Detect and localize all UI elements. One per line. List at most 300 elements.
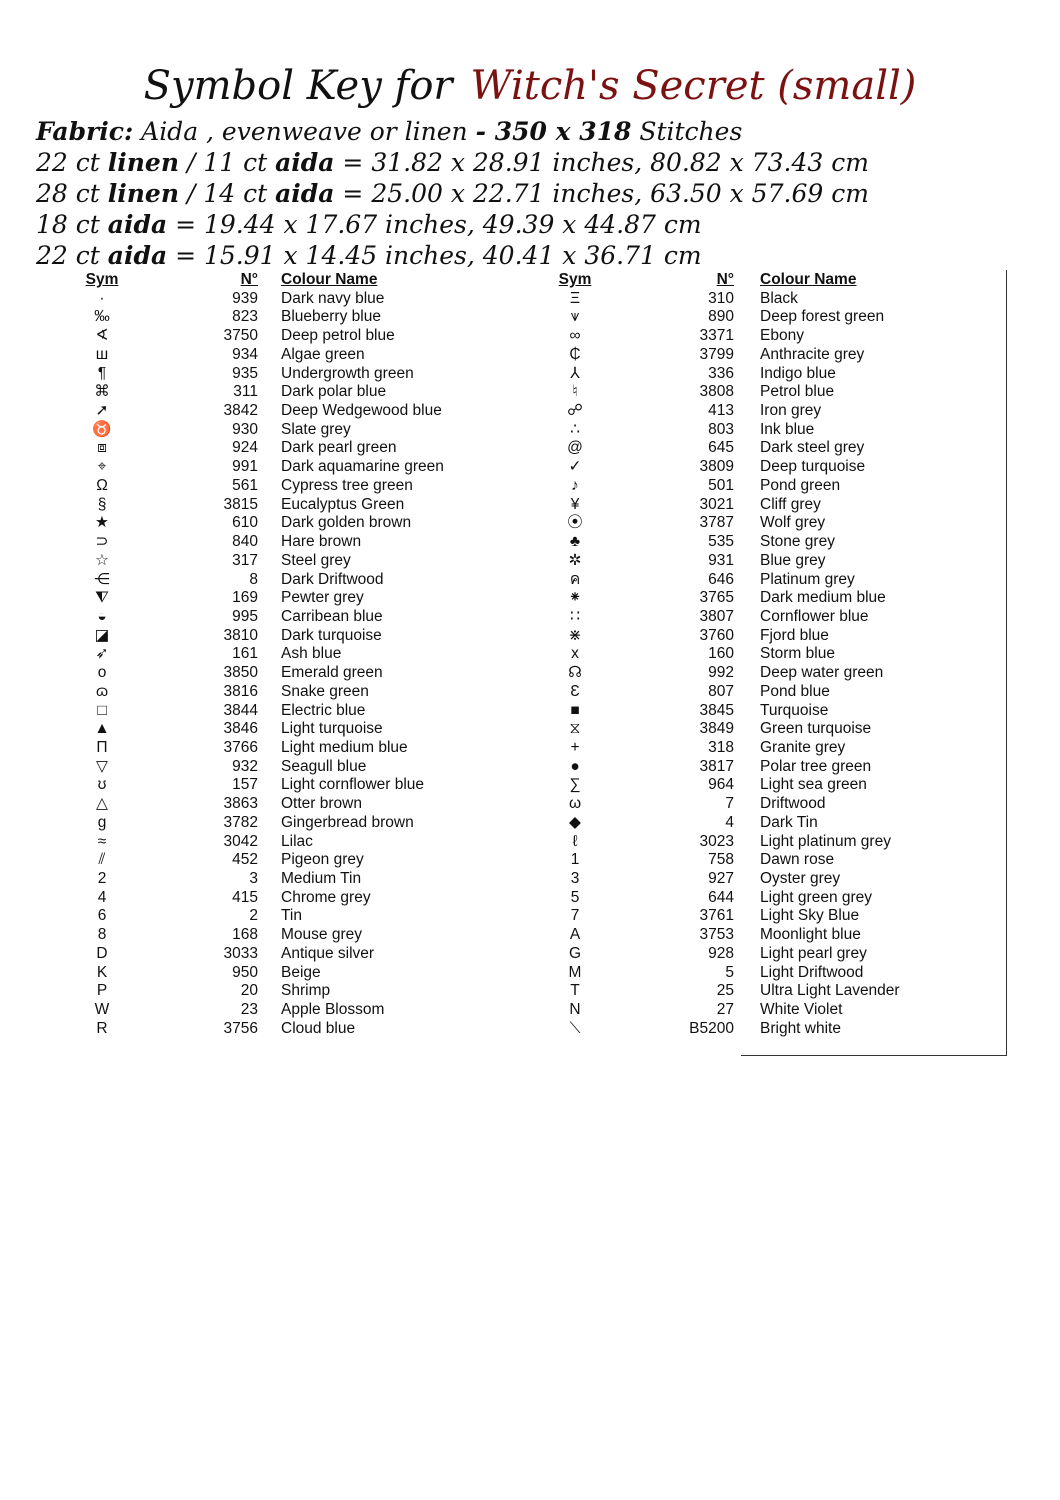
colour-name-cell: Light Driftwood	[760, 963, 864, 981]
number-cell: 311	[233, 383, 258, 401]
symbol-cell: D	[96, 944, 108, 962]
symbol-cell: ·	[99, 289, 105, 307]
colour-name-cell: Eucalyptus Green	[281, 495, 405, 513]
table-row	[0, 739, 1060, 758]
symbol-cell: ш	[95, 345, 109, 363]
stitches-count: 350 x 318	[494, 117, 632, 146]
symbol-cell: ✲	[568, 551, 582, 569]
number-cell: 168	[232, 926, 258, 944]
number-cell: 3845	[699, 701, 734, 719]
colour-name-cell: Antique silver	[281, 944, 375, 962]
colour-name-cell: Platinum grey	[760, 570, 855, 588]
fabric-dash: -	[475, 117, 495, 146]
number-cell: 3042	[223, 832, 258, 850]
fabric-text: Aida , evenweave or linen	[133, 117, 476, 146]
size-fabric: linen	[107, 148, 180, 177]
colour-name-cell: Dark aquamarine green	[281, 458, 444, 476]
header-name: Colour Name	[281, 271, 378, 288]
colour-name-cell: Deep Wedgewood blue	[281, 402, 442, 420]
colour-name-cell: Dark medium blue	[760, 589, 886, 607]
symbol-cell: ◆	[569, 813, 581, 831]
colour-name-cell: Dark Tin	[760, 813, 818, 831]
symbol-cell: ⟍	[569, 1019, 581, 1037]
number-cell: 3850	[223, 664, 258, 682]
number-cell: 758	[708, 851, 734, 869]
symbol-cell: ⧈	[97, 439, 107, 457]
symbol-cell: ▽	[96, 757, 108, 775]
table-row	[0, 477, 1060, 496]
colour-name-cell: Undergrowth green	[281, 364, 414, 382]
number-cell: 823	[232, 308, 258, 326]
colour-name-cell: Cornflower blue	[760, 607, 869, 625]
colour-name-cell: Iron grey	[760, 402, 822, 420]
symbol-cell: ∑	[569, 776, 581, 794]
colour-name-cell: Dark pearl green	[281, 439, 397, 457]
table-row	[0, 776, 1060, 795]
table-header	[0, 271, 1060, 290]
colour-name-cell: Medium Tin	[281, 870, 362, 887]
number-cell: 317	[232, 551, 258, 569]
table-row	[0, 552, 1060, 571]
symbol-cell: ⅄	[570, 364, 580, 382]
colour-name-cell: Otter brown	[281, 795, 362, 813]
number-cell: 934	[232, 345, 258, 363]
table-row	[0, 496, 1060, 515]
table-row	[0, 608, 1060, 627]
number-cell: 3765	[699, 589, 734, 607]
symbol-cell: ♪	[571, 476, 579, 494]
table-row	[0, 907, 1060, 926]
number-cell: 501	[708, 476, 734, 494]
colour-name-cell: Light medium blue	[281, 738, 408, 756]
colour-name-cell: Petrol blue	[760, 383, 835, 401]
symbol-cell: ¶	[97, 364, 107, 382]
number-cell: 160	[708, 645, 734, 663]
symbol-cell: N	[569, 1001, 581, 1019]
number-cell: 2	[249, 907, 258, 925]
number-cell: 890	[708, 308, 734, 326]
number-cell: 3750	[223, 327, 258, 345]
table-row	[0, 421, 1060, 440]
fabric-specs	[36, 116, 1046, 271]
header-sym: Sym	[85, 271, 119, 288]
number-cell: 413	[708, 402, 734, 420]
colour-name-cell: Pond green	[760, 476, 841, 494]
header-num: N°	[240, 271, 258, 288]
table-row	[0, 720, 1060, 739]
colour-name-cell: Indigo blue	[760, 364, 836, 382]
table-row	[0, 870, 1060, 889]
colour-name-cell: Deep water green	[760, 664, 884, 682]
number-cell: 25	[716, 982, 734, 1000]
symbol-cell: 4	[97, 888, 107, 906]
symbol-cell: g	[97, 813, 107, 831]
number-cell: 932	[232, 757, 258, 775]
number-cell: 3808	[699, 383, 734, 401]
symbol-cell: ₵	[569, 345, 581, 363]
header-name: Colour Name	[760, 271, 857, 288]
number-cell: 27	[716, 1001, 734, 1019]
colour-name-cell: Pigeon grey	[281, 851, 364, 869]
table-row	[0, 833, 1060, 852]
colour-name-cell: Anthracite grey	[760, 345, 865, 363]
number-cell: 318	[708, 738, 734, 756]
symbol-cell: ⩛	[570, 308, 580, 326]
symbol-cell: ‰	[94, 308, 110, 326]
colour-name-cell: Bright white	[760, 1019, 841, 1037]
number-cell: 3816	[223, 682, 258, 700]
symbol-cell: §	[97, 495, 107, 513]
colour-name-cell: Granite grey	[760, 738, 846, 756]
colour-name-cell: Tin	[281, 907, 302, 925]
colour-name-cell: Blue grey	[760, 551, 826, 569]
colour-name-cell: Deep petrol blue	[281, 327, 395, 345]
table-row	[0, 514, 1060, 533]
colour-name-cell: Pewter grey	[281, 589, 364, 607]
colour-name-cell: Dawn rose	[760, 851, 835, 869]
colour-name-cell: Electric blue	[281, 701, 366, 719]
table-body-right	[0, 290, 1060, 1039]
number-cell: 3033	[223, 944, 258, 962]
colour-name-cell: Polar tree green	[760, 757, 872, 775]
symbol-cell: +	[570, 738, 580, 756]
symbol-cell: ♮	[572, 383, 578, 401]
colour-name-cell: Apple Blossom	[281, 1001, 385, 1019]
number-cell: 645	[708, 439, 734, 457]
colour-name-cell: Light pearl grey	[760, 944, 867, 962]
table-row	[0, 664, 1060, 683]
symbol-cell: ➚	[95, 402, 109, 420]
table-row	[0, 1020, 1060, 1039]
symbol-cell: ≈	[97, 832, 107, 850]
colour-name-cell: Blueberry blue	[281, 308, 381, 326]
number-cell: 3756	[223, 1019, 258, 1037]
number-cell: 23	[240, 1001, 258, 1019]
symbol-cell: ◒	[97, 607, 107, 625]
symbol-cell: @	[567, 439, 583, 457]
colour-name-cell: Dark golden brown	[281, 514, 412, 532]
symbol-cell: ■	[570, 701, 580, 719]
symbol-cell: ●	[570, 757, 580, 775]
symbol-cell: Ω	[96, 476, 108, 494]
symbol-cell: ค	[569, 570, 581, 588]
colour-name-cell: Mouse grey	[281, 926, 362, 944]
colour-name-cell: Light cornflower blue	[281, 776, 425, 794]
symbol-cell: ☊	[568, 664, 582, 682]
number-cell: 3807	[699, 607, 734, 625]
number-cell: 3842	[223, 402, 258, 420]
number-cell: 3863	[223, 795, 258, 813]
fabric-line	[36, 116, 1046, 147]
colour-name-cell: Lilac	[281, 832, 313, 850]
number-cell: 336	[708, 364, 734, 382]
number-cell: 930	[232, 420, 258, 438]
colour-name-cell: Ultra Light Lavender	[760, 982, 900, 1000]
number-cell: 950	[232, 963, 258, 981]
symbol-cell: ◪	[94, 626, 110, 644]
colour-name-cell: Deep forest green	[760, 308, 885, 326]
number-cell: 924	[232, 439, 258, 457]
table-row	[0, 439, 1060, 458]
size-line	[36, 178, 1046, 209]
symbol-cell: ★	[95, 514, 109, 532]
table-row	[0, 589, 1060, 608]
colour-name-cell: Light turquoise	[281, 720, 383, 738]
size-mid: / 11 ct	[179, 148, 276, 177]
number-cell: 20	[240, 982, 258, 1000]
number-cell: 803	[708, 420, 734, 438]
size-line	[36, 209, 1046, 240]
symbol-cell: Ɛ	[570, 682, 580, 700]
colour-name-cell: Hare brown	[281, 533, 362, 551]
table-row	[0, 964, 1060, 983]
symbol-cell: ∢	[95, 327, 109, 345]
table-row	[0, 926, 1060, 945]
table-row	[0, 645, 1060, 664]
number-cell: 3023	[699, 832, 734, 850]
number-cell: B5200	[689, 1019, 734, 1037]
table-row	[0, 533, 1060, 552]
table-row	[0, 627, 1060, 646]
table-row	[0, 346, 1060, 365]
number-cell: 931	[708, 551, 734, 569]
number-cell: 3760	[699, 626, 734, 644]
symbol-table-right	[0, 271, 1060, 1038]
colour-name-cell: Gingerbread brown	[281, 813, 414, 831]
colour-name-cell: Carribean blue	[281, 607, 383, 625]
symbol-cell: ⌖	[97, 458, 107, 476]
number-cell: 5	[725, 963, 734, 981]
symbol-cell: △	[96, 795, 108, 813]
symbol-cell: 5	[570, 888, 580, 906]
number-cell: 807	[708, 682, 734, 700]
size-prefix: 22 ct	[36, 148, 108, 177]
colour-name-cell: Driftwood	[760, 795, 826, 813]
symbol-cell: ∴	[570, 420, 580, 438]
symbol-cell: ∷	[570, 607, 580, 625]
number-cell: 7	[725, 795, 734, 813]
symbol-cell: ʊ	[97, 776, 107, 794]
number-cell: 3846	[223, 720, 258, 738]
size-dims: = 31.82 x 28.91 inches, 80.82 x 73.43 cm	[334, 148, 869, 177]
number-cell: 610	[232, 514, 258, 532]
table-row	[0, 402, 1060, 421]
colour-name-cell: Cliff grey	[760, 495, 821, 513]
colour-name-cell: Dark Driftwood	[281, 570, 384, 588]
symbol-cell: 8	[97, 926, 107, 944]
number-cell: 3809	[699, 458, 734, 476]
number-cell: 310	[708, 289, 734, 307]
colour-name-cell: Green turquoise	[760, 720, 872, 738]
colour-name-cell: Turquoise	[760, 701, 829, 719]
size-dims: = 15.91 x 14.45 inches, 40.41 x 36.71 cm	[167, 241, 702, 270]
symbol-cell: G	[568, 944, 582, 962]
symbol-cell: ⁕	[568, 589, 582, 607]
number-cell: 3761	[699, 907, 734, 925]
number-cell: 3787	[699, 514, 734, 532]
symbol-cell: ⦿	[567, 514, 583, 532]
symbol-cell: A	[569, 926, 581, 944]
number-cell: 3753	[699, 926, 734, 944]
symbol-cell: ɷ	[95, 682, 109, 700]
colour-name-cell: Emerald green	[281, 664, 383, 682]
number-cell: 415	[232, 888, 258, 906]
pattern-name: Witch's Secret (small)	[470, 63, 917, 109]
symbol-cell: W	[94, 1001, 110, 1019]
symbol-cell: ♉	[92, 420, 112, 438]
table-row	[0, 383, 1060, 402]
size-line	[36, 240, 1046, 271]
symbol-cell: ⫽	[98, 851, 106, 869]
symbol-cell: ⧖	[569, 720, 581, 738]
colour-name-cell: Stone grey	[760, 533, 835, 551]
symbol-cell: M	[568, 963, 582, 981]
size-prefix: 22 ct	[36, 241, 108, 270]
symbol-cell: ♣	[569, 533, 581, 551]
number-cell: 928	[708, 944, 734, 962]
colour-name-cell: Steel grey	[281, 551, 351, 569]
header-num: N°	[716, 271, 734, 288]
colour-name-cell: Moonlight blue	[760, 926, 861, 944]
symbol-cell: P	[96, 982, 108, 1000]
symbol-cell: ☍	[567, 402, 583, 420]
table-row	[0, 814, 1060, 833]
symbol-cell: T	[570, 982, 580, 1000]
number-cell: 927	[708, 870, 734, 887]
table-row	[0, 308, 1060, 327]
symbol-cell: 1	[570, 851, 580, 869]
colour-name-cell: Light sea green	[760, 776, 867, 794]
colour-name-cell: Shrimp	[281, 982, 331, 1000]
table-border-right	[1006, 270, 1007, 1056]
number-cell: 3	[249, 870, 258, 887]
colour-name-cell: Beige	[281, 963, 321, 981]
symbol-cell: ⊃	[95, 533, 109, 551]
size-dims: = 19.44 x 17.67 inches, 49.39 x 44.87 cm	[167, 210, 702, 239]
number-cell: 646	[708, 570, 734, 588]
fabric-label: Fabric:	[36, 117, 134, 146]
colour-name-cell: Seagull blue	[281, 757, 367, 775]
table-row	[0, 365, 1060, 384]
number-cell: 939	[232, 289, 258, 307]
colour-name-cell: Storm blue	[760, 645, 835, 663]
number-cell: 161	[232, 645, 258, 663]
size-mid: / 14 ct	[179, 179, 276, 208]
table-row	[0, 945, 1060, 964]
number-cell: 8	[249, 570, 258, 588]
table-row	[0, 327, 1060, 346]
size-prefix: 28 ct	[36, 179, 108, 208]
colour-name-cell: Chrome grey	[281, 888, 371, 906]
size-prefix: 18 ct	[36, 210, 108, 239]
colour-name-cell: Black	[760, 289, 798, 307]
colour-name-cell: Ink blue	[760, 420, 815, 438]
colour-name-cell: Fjord blue	[760, 626, 829, 644]
number-cell: 995	[232, 607, 258, 625]
number-cell: 3817	[699, 757, 734, 775]
colour-name-cell: Dark turquoise	[281, 626, 382, 644]
symbol-cell: R	[96, 1019, 108, 1037]
symbol-cell: ⌘	[94, 383, 110, 401]
symbol-cell: ⋲	[94, 570, 110, 588]
size-fabric-2: aida	[275, 148, 335, 177]
title-prefix: Symbol Key for	[143, 63, 453, 109]
colour-name-cell: Cypress tree green	[281, 476, 413, 494]
symbol-cell: ⋇	[568, 626, 582, 644]
number-cell: 157	[232, 776, 258, 794]
number-cell: 3782	[223, 813, 258, 831]
symbol-cell: ✓	[568, 458, 582, 476]
table-row	[0, 1001, 1060, 1020]
number-cell: 561	[232, 476, 258, 494]
colour-name-cell: Oyster grey	[760, 870, 841, 887]
table-row	[0, 982, 1060, 1001]
number-cell: 840	[232, 533, 258, 551]
number-cell: 3766	[223, 738, 258, 756]
number-cell: 991	[232, 458, 258, 476]
symbol-cell: Ξ	[569, 289, 581, 307]
symbol-cell: ➶	[95, 645, 109, 663]
symbol-cell: 3	[570, 870, 580, 887]
number-cell: 4	[725, 813, 734, 831]
number-cell: 169	[232, 589, 258, 607]
symbol-cell: ☆	[95, 551, 109, 569]
number-cell: 3371	[699, 327, 734, 345]
colour-name-cell: Slate grey	[281, 420, 351, 438]
colour-name-cell: Light green grey	[760, 888, 873, 906]
size-line	[36, 147, 1046, 178]
symbol-cell: ⧨	[95, 589, 109, 607]
number-cell: 3021	[699, 495, 734, 513]
symbol-cell: ▲	[94, 720, 110, 738]
size-dims: = 25.00 x 22.71 inches, 63.50 x 57.69 cm	[334, 179, 869, 208]
symbol-cell: 7	[570, 907, 580, 925]
size-fabric: aida	[107, 210, 168, 239]
symbol-cell: o	[97, 664, 107, 682]
table-row	[0, 851, 1060, 870]
colour-name-cell: Dark navy blue	[281, 289, 385, 307]
number-cell: 535	[708, 533, 734, 551]
number-cell: 452	[232, 851, 258, 869]
table-border-bottom	[741, 1055, 1007, 1056]
table-row	[0, 795, 1060, 814]
symbol-cell: ℓ	[572, 832, 578, 850]
number-cell: 3844	[223, 701, 258, 719]
symbol-cell: □	[97, 701, 107, 719]
number-cell: 644	[708, 888, 734, 906]
colour-name-cell: Ebony	[760, 327, 804, 345]
number-cell: 992	[708, 664, 734, 682]
table-row	[0, 758, 1060, 777]
header-sym: Sym	[558, 271, 592, 288]
table-row	[0, 889, 1060, 908]
symbol-cell: ω	[568, 795, 582, 813]
colour-name-cell: White Violet	[760, 1001, 843, 1019]
number-cell: 3810	[223, 626, 258, 644]
number-cell: 3815	[223, 495, 258, 513]
colour-name-cell: Wolf grey	[760, 514, 826, 532]
colour-name-cell: Pond blue	[760, 682, 830, 700]
number-cell: 3849	[699, 720, 734, 738]
number-cell: 3799	[699, 345, 734, 363]
colour-name-cell: Ash blue	[281, 645, 342, 663]
colour-name-cell: Light platinum grey	[760, 832, 891, 850]
table-row	[0, 458, 1060, 477]
colour-name-cell: Algae green	[281, 345, 365, 363]
number-cell: 964	[708, 776, 734, 794]
table-row	[0, 571, 1060, 590]
colour-name-cell: Cloud blue	[281, 1019, 356, 1037]
